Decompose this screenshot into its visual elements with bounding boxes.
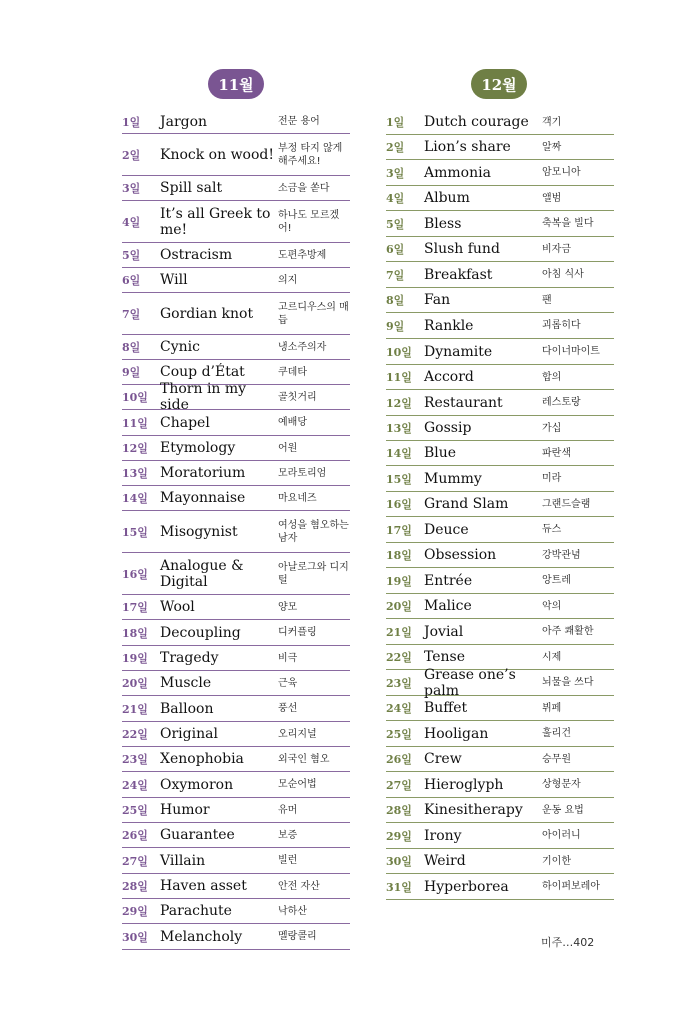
day-label: 25일 [386,727,412,741]
korean-meaning: 합의 [542,371,562,383]
list-item [122,461,350,486]
english-term: Misogynist [160,523,238,540]
korean-meaning: 고르디우스의 매듭 [278,301,349,326]
korean-meaning: 근육 [278,677,298,689]
list-item [386,874,614,900]
english-term: Haven asset [160,878,247,894]
day-label: 25일 [122,804,148,817]
day-label: 3일 [386,166,405,180]
list-item [122,823,350,848]
list-item [386,492,614,517]
english-term: Tragedy [160,650,219,666]
day-label: 9일 [386,319,405,333]
english-term: Album [424,190,470,206]
english-term: Coup d’État [160,364,245,380]
list-item [122,671,350,696]
list-item [386,466,614,492]
english-term: Chapel [160,414,210,431]
english-term: Kinesitherapy [424,802,523,818]
list-item [386,237,614,262]
list-item [122,410,350,436]
day-label: 6일 [386,243,405,256]
list-item [386,619,614,645]
english-term: Mummy [424,470,482,487]
day-label: 15일 [122,525,148,539]
list-item [386,517,614,543]
list-item [386,211,614,237]
day-label: 29일 [386,829,412,843]
english-term: Gordian knot [160,305,254,322]
korean-meaning: 비극 [278,652,298,664]
english-term: Rankle [424,317,474,334]
korean-meaning: 기이한 [542,855,571,867]
korean-meaning: 비자금 [542,243,571,255]
english-term: Malice [424,598,472,614]
day-label: 27일 [122,854,148,868]
list-item [122,134,350,176]
korean-meaning: 미라 [542,473,562,484]
english-term: Blue [424,445,457,461]
english-term: Oxymoron [160,776,234,793]
day-label: 18일 [122,626,148,640]
korean-meaning: 골칫거리 [278,391,317,403]
page-number: 미주…402 [541,936,595,949]
day-label: 2일 [386,141,405,154]
day-label: 16일 [122,567,148,581]
english-term: Hooligan [424,725,489,742]
day-label: 2일 [122,148,141,162]
english-term: Balloon [160,700,214,717]
list-item [386,594,614,619]
english-term: Crew [424,751,462,767]
korean-meaning: 마요네즈 [278,492,317,504]
korean-meaning: 훌리건 [542,728,571,739]
day-label: 13일 [122,467,148,480]
korean-meaning: 듀스 [542,524,562,535]
list-item [122,899,350,924]
day-label: 1일 [122,115,141,129]
list-item [122,381,350,413]
list-item [386,696,614,721]
list-item [122,110,350,134]
english-term: Melancholy [160,928,243,945]
korean-meaning: 팬 [542,294,552,306]
korean-meaning: 아주 쾌활한 [542,626,594,637]
english-term: Spill salt [160,180,223,196]
korean-meaning: 외국인 혐오 [278,753,330,765]
list-item [386,849,614,874]
english-term: Tense [424,649,466,665]
list-item [122,335,350,360]
list-item [122,696,350,722]
list-item [122,747,350,772]
day-label: 9일 [122,366,141,379]
korean-meaning: 레스토랑 [542,397,581,408]
day-label: 22일 [122,728,148,741]
korean-meaning: 강박관념 [542,549,581,561]
english-term: Hieroglyph [424,776,504,793]
list-item [386,313,614,339]
korean-meaning: 괴롭히다 [542,320,581,331]
november-list [122,110,350,950]
korean-meaning: 풍선 [278,703,298,714]
korean-meaning: 안전 자산 [278,880,320,892]
english-term: Dynamite [424,343,493,360]
english-term: Restaurant [424,394,503,411]
day-label: 31일 [386,880,412,894]
english-term: Muscle [160,675,212,691]
day-label: 13일 [386,422,412,435]
list-item [122,486,350,511]
day-label: 20일 [122,677,148,690]
day-label: 27일 [386,778,412,792]
list-item [122,268,350,293]
english-term: Weird [424,853,466,869]
korean-meaning: 상형문자 [542,779,581,790]
korean-meaning: 암모니아 [542,167,581,178]
english-term: Guarantee [160,827,235,843]
december-list [386,110,614,900]
korean-meaning: 여성을 혐오하는 남자 [278,519,349,544]
korean-meaning: 유머 [278,804,298,816]
korean-meaning: 전문 용어 [278,116,320,127]
korean-meaning: 냉소주의자 [278,341,327,353]
english-term: Fan [424,292,451,308]
day-label: 5일 [122,249,141,262]
korean-meaning: 모라토리엄 [278,467,327,479]
english-term: Dutch courage [424,114,529,130]
english-term: Irony [424,827,462,844]
korean-meaning: 오리지널 [278,728,317,740]
list-item [386,390,614,416]
day-label: 26일 [386,753,412,766]
day-label: 19일 [122,652,148,665]
list-item [122,511,350,553]
english-term: Obsession [424,547,497,563]
day-label: 23일 [122,753,148,766]
day-label: 12일 [386,396,412,410]
day-label: 4일 [386,192,405,205]
english-term: Xenophobia [160,751,244,767]
list-item [386,441,614,466]
korean-meaning: 보증 [278,829,298,841]
list-item [386,568,614,594]
day-label: 29일 [122,905,148,918]
korean-meaning: 뷔페 [542,702,562,714]
list-item [386,365,614,390]
day-label: 28일 [122,880,148,893]
korean-meaning: 쿠데타 [278,366,307,378]
english-term: Villain [160,852,206,869]
english-term: Humor [160,802,210,818]
list-item [122,924,350,950]
list-item [122,595,350,620]
english-term: Ammonia [424,164,491,181]
list-item [386,543,614,568]
day-label: 11일 [386,371,412,384]
list-item [386,772,614,798]
english-term: Accord [424,369,474,385]
list-item [386,110,614,135]
english-term: Etymology [160,440,236,456]
day-label: 15일 [386,472,412,486]
day-label: 7일 [122,307,141,321]
list-item [122,722,350,747]
korean-meaning: 도편추방제 [278,249,327,261]
list-item [122,620,350,646]
korean-meaning: 디커플링 [278,627,317,638]
english-term: Slush fund [424,241,500,257]
korean-meaning: 모순어법 [278,779,317,790]
korean-meaning: 승무원 [542,753,571,765]
english-term: Gossip [424,420,472,436]
korean-meaning: 축복을 빌다 [542,218,594,229]
list-item [386,186,614,211]
korean-meaning: 앨범 [542,192,562,204]
korean-meaning: 소금을 쏟다 [278,182,330,194]
english-term: Cynic [160,339,200,355]
english-term: Deuce [424,521,469,538]
list-item [386,262,614,288]
korean-meaning: 의지 [278,274,298,286]
korean-meaning: 낙하산 [278,905,307,917]
english-term: Decoupling [160,624,241,641]
english-term: Entrée [424,572,473,589]
day-label: 10일 [386,345,412,359]
day-label: 18일 [386,549,412,562]
list-item [386,135,614,160]
english-term: Bless [424,215,462,232]
day-label: 23일 [386,676,412,690]
english-term: Original [160,726,218,742]
korean-meaning: 양모 [278,601,298,613]
korean-meaning: 객기 [542,116,562,128]
day-label: 21일 [122,702,148,716]
list-item [122,874,350,899]
english-term: Analogue & Digital [160,557,244,590]
list-item [122,848,350,874]
korean-meaning: 가십 [542,422,562,434]
list-item [122,243,350,268]
korean-meaning: 빌런 [278,855,298,866]
day-label: 20일 [386,600,412,613]
day-label: 5일 [386,217,405,231]
english-term: Moratorium [160,465,246,481]
korean-meaning: 알짜 [542,141,562,153]
korean-meaning: 운동 요법 [542,804,584,816]
day-label: 4일 [122,215,141,229]
list-item [122,176,350,201]
day-label: 14일 [122,492,148,505]
korean-meaning: 그랜드슬램 [542,498,591,510]
day-label: 22일 [386,651,412,664]
english-term: Parachute [160,903,232,919]
list-item [386,416,614,441]
day-label: 19일 [386,574,412,588]
korean-meaning: 예배당 [278,417,307,428]
day-label: 16일 [386,498,412,511]
english-term: Wool [160,599,195,615]
list-item [386,339,614,365]
korean-meaning: 멜랑콜리 [278,931,317,942]
day-label: 30일 [122,930,148,944]
english-term: Will [160,272,188,288]
english-term: Hyperborea [424,878,509,895]
english-term: Buffet [424,700,468,716]
korean-meaning: 다이너마이트 [542,346,600,357]
korean-meaning: 하이퍼보레아 [542,881,600,892]
day-label: 11일 [122,416,148,430]
korean-meaning: 아침 식사 [542,269,584,280]
day-label: 10일 [122,391,148,404]
list-item [122,436,350,461]
list-item [386,721,614,747]
day-label: 17일 [386,523,412,537]
day-label: 17일 [122,601,148,614]
korean-meaning: 앙트레 [542,575,571,586]
korean-meaning: 어원 [278,442,298,454]
day-label: 24일 [386,702,412,715]
day-label: 12일 [122,442,148,455]
english-term: Breakfast [424,266,493,283]
korean-meaning: 파란색 [542,447,571,459]
list-item [122,553,350,595]
day-label: 28일 [386,804,412,817]
day-label: 14일 [386,447,412,460]
day-label: 26일 [122,829,148,842]
list-item [122,798,350,823]
day-label: 8일 [122,341,141,354]
english-term: Thorn in my side [160,381,247,413]
day-label: 6일 [122,274,141,287]
day-label: 21일 [386,625,412,639]
korean-meaning: 아이러니 [542,830,581,841]
day-label: 24일 [122,778,148,792]
list-item [122,293,350,335]
english-term: Mayonnaise [160,490,246,506]
list-item [122,201,350,243]
day-label: 8일 [386,294,405,307]
korean-meaning: 악의 [542,600,562,612]
korean-meaning: 시제 [542,651,562,663]
english-term: Ostracism [160,247,233,263]
english-term: Lion’s share [424,139,511,155]
day-label: 30일 [386,855,412,868]
english-term: Grand Slam [424,496,509,512]
month-badge-november: 11월 [208,69,264,99]
month-badge-december: 12월 [471,69,527,99]
english-term: Jovial [424,623,464,640]
korean-meaning: 하나도 모르겠어! [278,209,340,234]
list-item [122,772,350,798]
list-item [386,288,614,313]
english-term: It’s all Greek to me! [160,205,271,238]
korean-meaning: 뇌물을 쓰다 [542,677,594,688]
day-label: 1일 [386,116,405,129]
english-term: Knock on wood! [160,146,275,163]
day-label: 3일 [122,182,141,195]
list-item [386,666,614,699]
english-term: Grease one’s palm [424,666,516,699]
list-item [386,160,614,186]
list-item [122,646,350,671]
list-item [386,823,614,849]
day-label: 7일 [386,268,405,282]
list-item [386,747,614,772]
korean-meaning: 아날로그와 디지털 [278,561,349,586]
english-term: Jargon [160,113,208,130]
korean-meaning: 부정 타지 않게 해주세요! [278,142,343,167]
list-item [386,798,614,823]
